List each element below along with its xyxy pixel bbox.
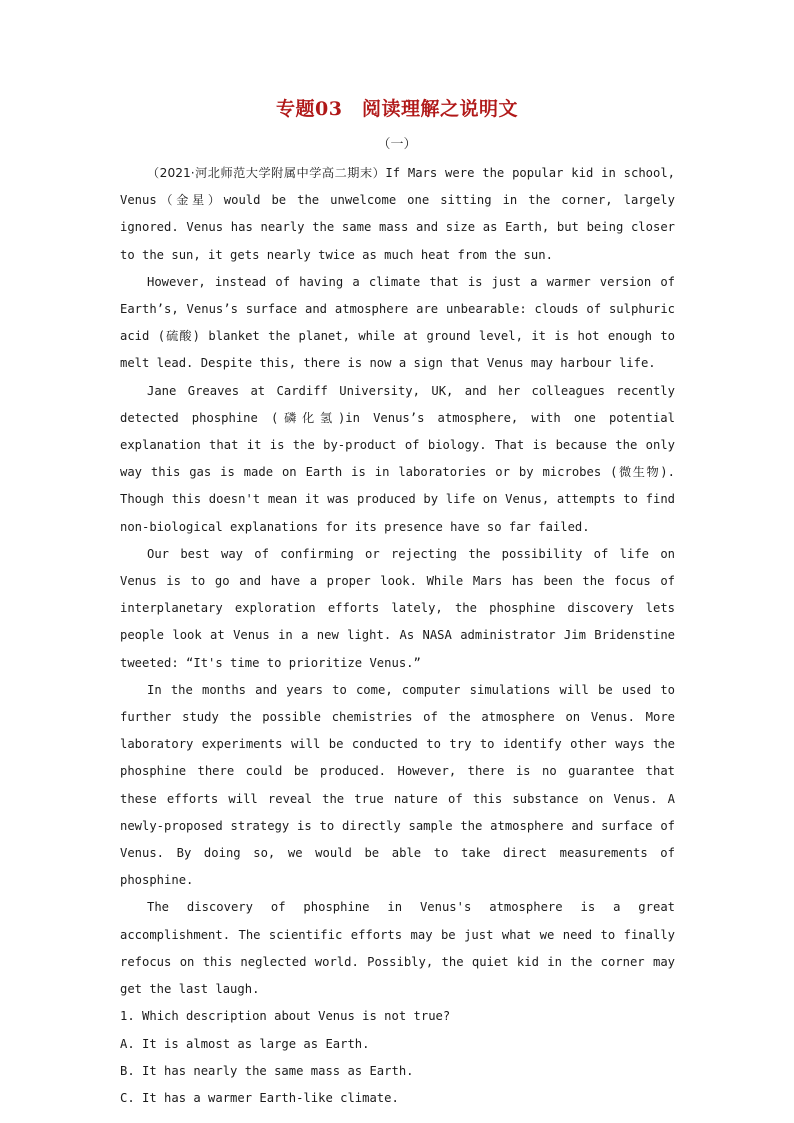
passage-paragraph-1	[120, 160, 675, 269]
passage-paragraph-2: However, instead of having a climate that is just a warmer version of Earth’s, Venus’s surface and atmosphere are unbearable: clouds of sulphuric acid (硫酸) blanket the planet, while at ground level, it is hot enough to melt lead. Despite this, there is now a sign that Venus may harbour life.	[120, 274, 675, 371]
passage-paragraph-6: The discovery of phosphine in Venus's atmosphere is a great accomplishment. The scientific efforts may be just what we need to finally refocus on this neglected world. Possibly, the quiet kid in the corner may get the last laugh.	[120, 900, 675, 997]
passage-paragraph-4: Our best way of confirming or rejecting the possibility of life on Venus is to go and have a proper look. While Mars has been the focus of interplanetary exploration efforts lately, the phosphine discovery lets people look at Venus in a new light. As NASA administrator Jim Bridenstine tweeted: “It's time to prioritize Venus.”	[120, 546, 675, 670]
section-number: （一）	[377, 137, 417, 152]
question-number: 1.	[120, 1009, 135, 1024]
page-title: 专题03 阅读理解之说明文	[276, 98, 518, 120]
source-citation: （2021·河北师范大学附属中学高二期末）	[147, 166, 386, 180]
passage-paragraph-3: Jane Greaves at Cardiff University, UK, and her colleagues recently detected phosphine (磷化氢)in Venus’s atmosphere, with one potential explanation that it is the by-product of biology. That is because the only way this gas is made on Earth is in laboratories or by microbes (微生物). Though this doesn't mean it was produced by life on Venus, attempts to find non-biological explanations for its presence have so far failed.	[120, 383, 675, 534]
paragraph-text: If Mars were the popular kid in school, Venus（金星）would be the unwelcome one sitting in the corner, largely ignored. Venus has nearly the same mass and size as Earth, but being closer to the sun, it gets nearly twice as much heat from the sun.	[120, 166, 676, 262]
option-c: C. It has a warmer Earth-like climate.	[120, 1090, 399, 1105]
question-text: Which description about Venus is not true?	[142, 1009, 451, 1024]
question-1	[120, 1003, 675, 1030]
passage-body	[120, 160, 675, 1112]
passage-paragraph-5: In the months and years to come, computer simulations will be used to further study the possible chemistries of the atmosphere on Venus. More laboratory experiments will be conducted to try to identify other ways the phosphine there could be produced. However, there is no guarantee that these efforts will reveal the true nature of this substance on Venus. A newly-proposed strategy is to directly sample the atmosphere and surface of Venus. By doing so, we would be able to take direct measurements of phosphine.	[120, 682, 675, 888]
option-a: A. It is almost as large as Earth.	[120, 1036, 370, 1051]
option-b: B. It has nearly the same mass as Earth.	[120, 1063, 414, 1078]
